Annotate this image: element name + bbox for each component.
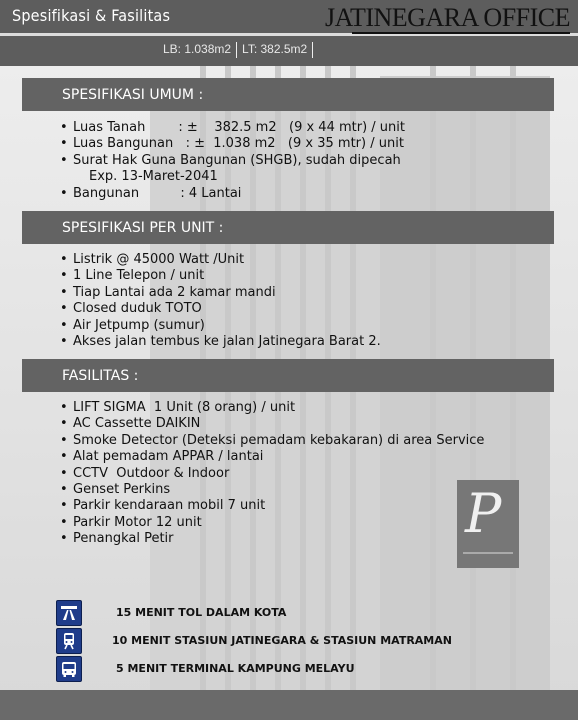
list-item: • Parkir Motor 12 unit <box>60 514 202 530</box>
list-item: • CCTV Outdoor & Indoor <box>60 465 230 481</box>
transport-label: 5 MENIT TERMINAL KAMPUNG MELAYU <box>116 662 355 675</box>
list-item: • Genset Perkins <box>60 482 171 498</box>
list-item: • AC Cassette DAIKIN <box>60 416 201 432</box>
list-item: • Listrik @ 45000 Watt /Unit <box>60 252 245 267</box>
list-item-continuation: Exp. 13-Maret-2041 <box>89 169 218 185</box>
list-item: • Akses jalan tembus ke jalan Jatinegara Barat 2. <box>60 334 381 350</box>
list-item: • Surat Hak Guna Bangunan (SHGB), sudah dipecah <box>60 152 401 168</box>
transport-label: 15 MENIT TOL DALAM KOTA <box>116 606 287 619</box>
list-item: • Tiap Lantai ada 2 kamar mandi <box>60 284 276 300</box>
list-item: • Alat pemadam APPAR / lantai <box>60 449 264 465</box>
separator <box>312 42 313 58</box>
building-area: LB: 1.038m2 <box>163 42 232 57</box>
facilities-list <box>60 400 484 548</box>
highway-icon <box>56 600 82 626</box>
list-item: • LIFT SIGMA 1 Unit (8 orang) / unit <box>60 400 296 415</box>
list-item: • Smoke Detector (Deteksi pemadam kebakaran) di area Service <box>60 432 485 448</box>
list-item: • Air Jetpump (sumur) <box>60 317 205 333</box>
separator <box>236 42 237 58</box>
list-item: • 1 Line Telepon / unit <box>60 268 205 284</box>
transport-label: 10 MENIT STASIUN JATINEGARA & STASIUN MATRAMAN <box>112 634 452 647</box>
train-icon <box>56 628 82 654</box>
section-heading-general: SPESIFIKASI UMUM : <box>22 78 554 111</box>
section-heading-facilities: FASILITAS : <box>22 359 554 392</box>
page-title: JATINEGARA OFFICE <box>324 3 570 32</box>
list-item: • Luas Tanah : ± 382.5 m2 (9 x 44 mtr) / unit <box>60 120 405 135</box>
land-area: LT: 382.5m2 <box>242 42 308 57</box>
area-summary <box>163 42 318 58</box>
title-underline <box>352 32 570 34</box>
list-item: • Closed duduk TOTO <box>60 301 202 317</box>
page-subtitle: Spesifikasi & Fasilitas <box>12 6 171 25</box>
logo-rule <box>463 552 513 554</box>
list-item: • Parkir kendaraan mobil 7 unit <box>60 498 266 514</box>
footer-bar <box>0 690 578 720</box>
list-item: • Bangunan : 4 Lantai <box>60 185 242 201</box>
general-spec-list <box>60 120 405 202</box>
developer-logo <box>457 480 519 568</box>
header-bar <box>0 0 578 66</box>
per-unit-spec-list <box>60 252 381 350</box>
section-heading-per-unit: SPESIFIKASI PER UNIT : <box>22 211 554 244</box>
list-item: • Penangkal Petir <box>60 531 174 547</box>
bus-icon <box>56 656 82 682</box>
logo-monogram: P <box>465 482 502 545</box>
list-item: • Luas Bangunan : ± 1.038 m2 (9 x 35 mtr) / unit <box>60 136 404 152</box>
